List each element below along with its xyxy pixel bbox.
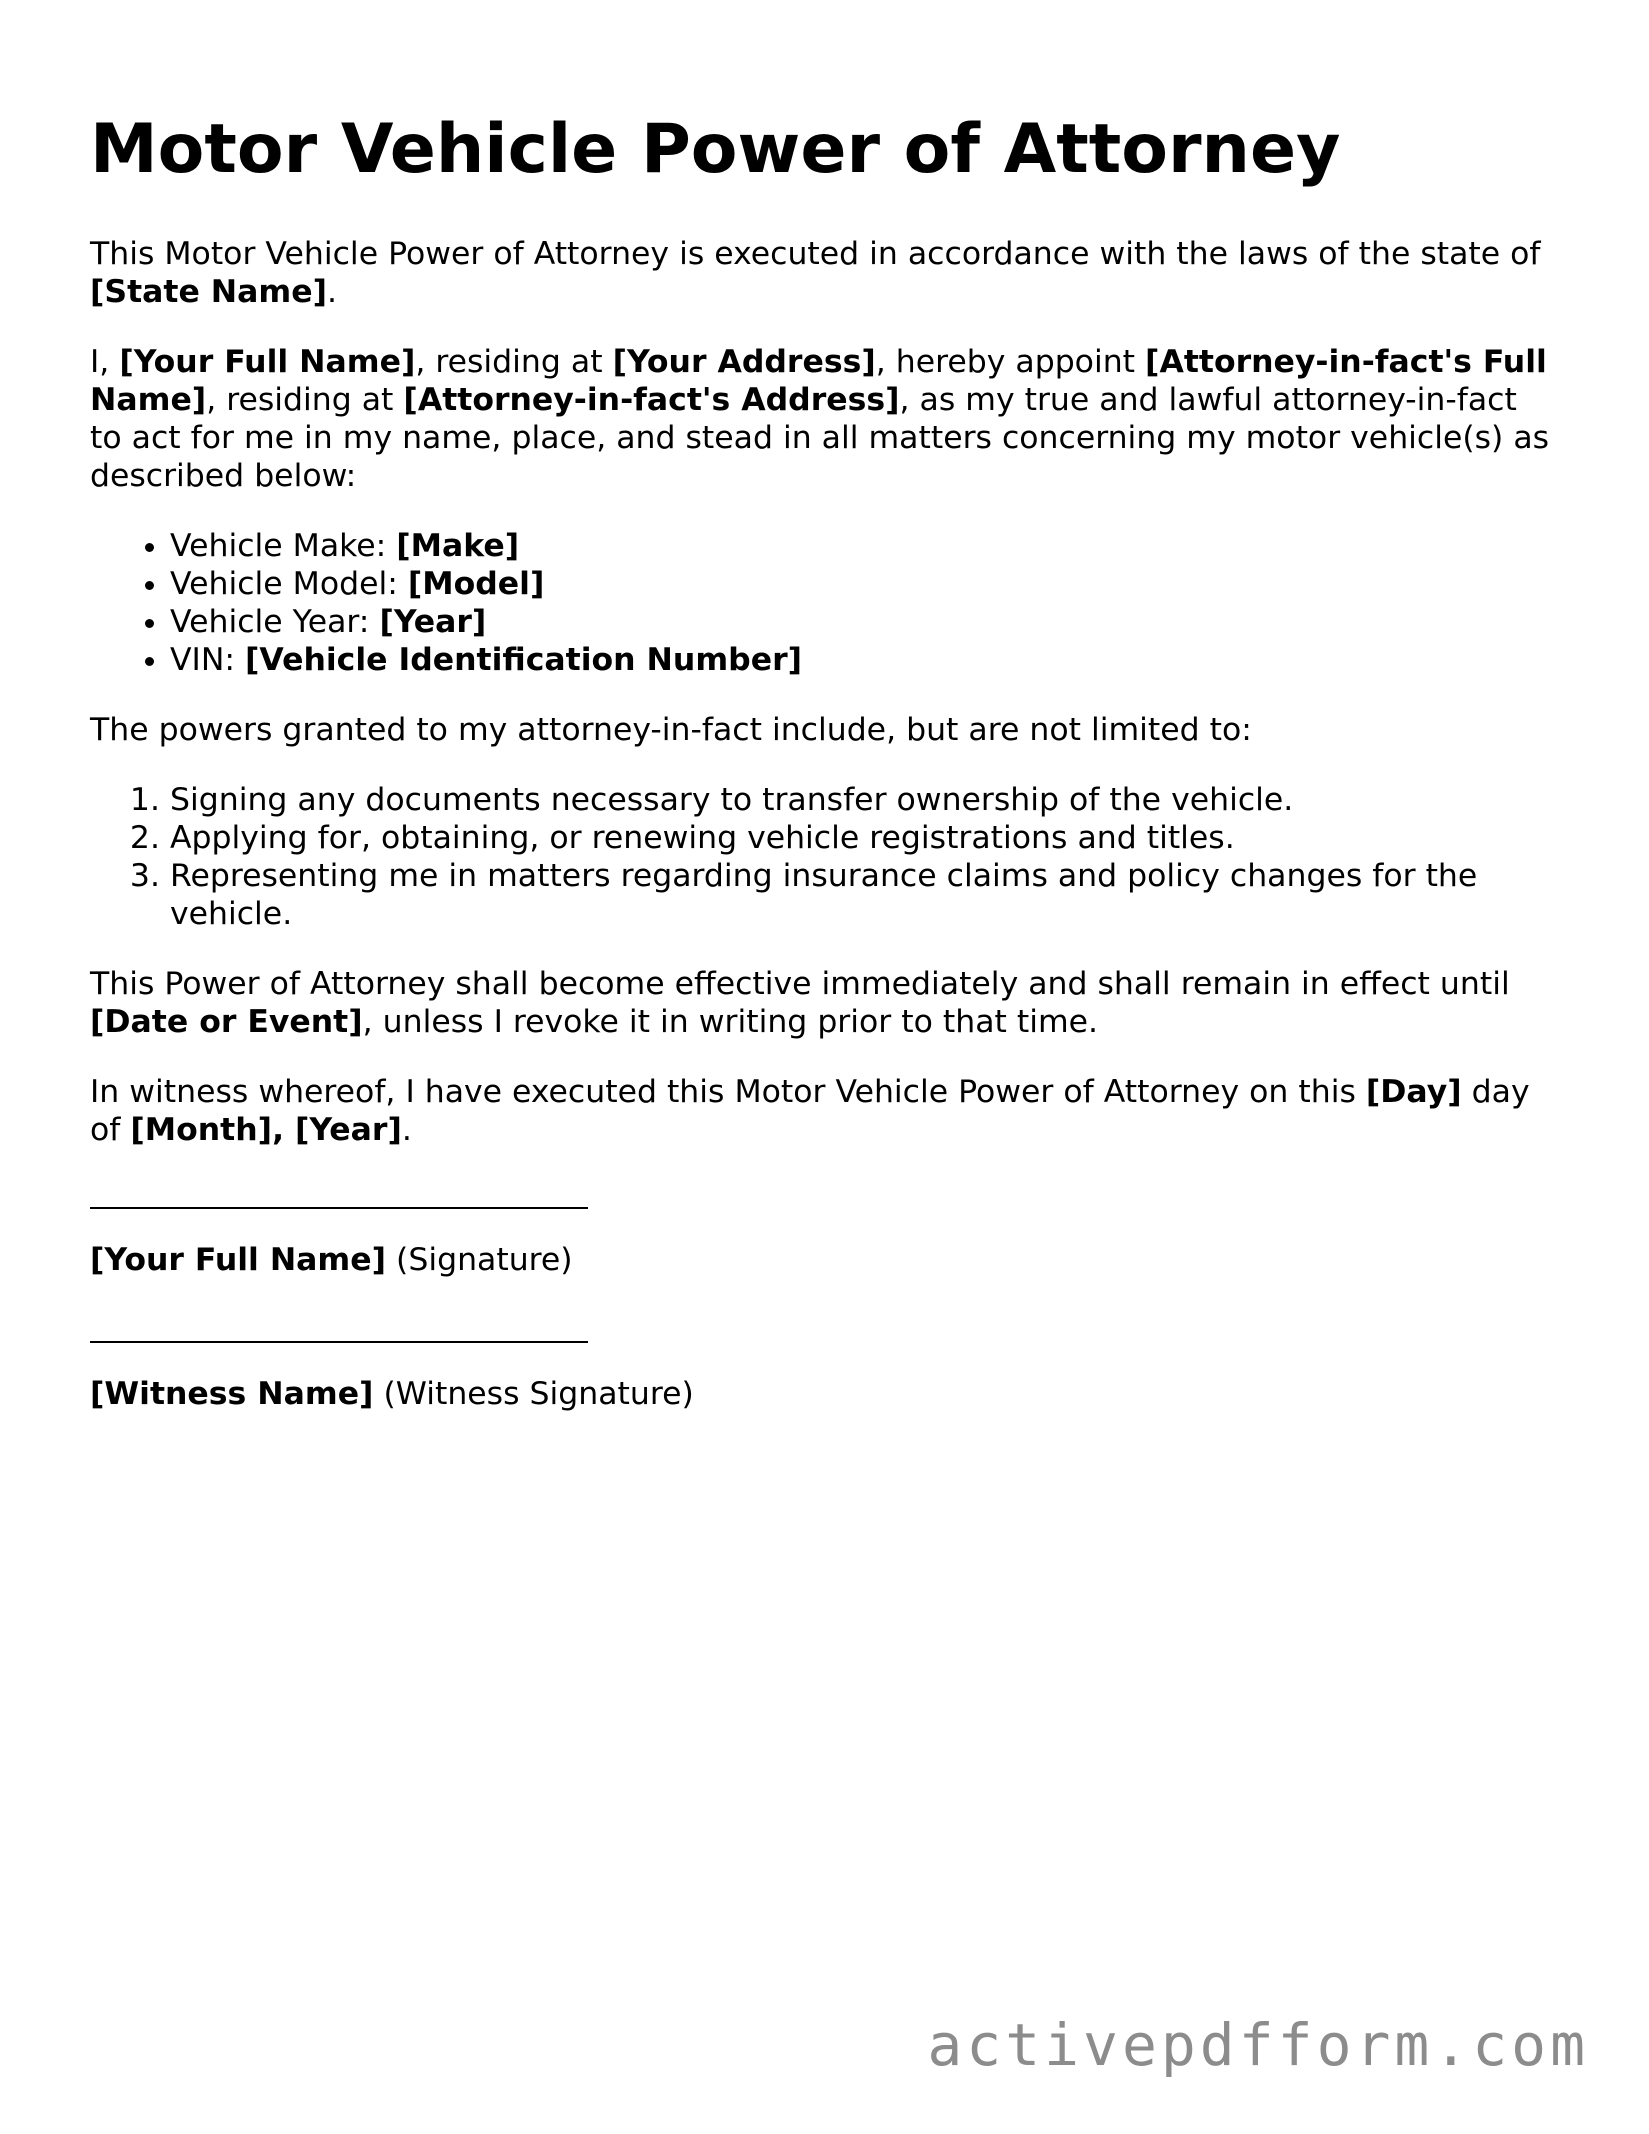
list-item-vehicle-model <box>170 565 1550 603</box>
vehicle-model-value: [Model] <box>407 566 545 602</box>
signature-caption <box>90 1241 1550 1279</box>
witness-signature-label: (Witness Signature) <box>373 1376 694 1412</box>
date-or-event-placeholder: [Date or Event] <box>90 1004 363 1040</box>
signature-line[interactable] <box>90 1207 588 1209</box>
your-full-name-placeholder: [Your Full Name] <box>119 344 416 380</box>
power-item-1: 1. Signing any documents necessary to transfer ownership of the vehicle. <box>170 781 1550 819</box>
intro-text: This Motor Vehicle Power of Attorney is executed in accordance with the laws of the state of <box>90 236 1541 272</box>
document-title: Motor Vehicle Power of Attorney <box>90 110 1341 189</box>
witness-clause-paragraph <box>90 1073 1550 1149</box>
vin-value: [Vehicle Identification Number] <box>245 642 803 678</box>
list-item-vehicle-year <box>170 603 1550 641</box>
witness-clause-mid: day of <box>90 1074 1530 1148</box>
watermark: activepdfform.com <box>927 2011 1589 2079</box>
document-body <box>90 235 1550 1413</box>
vehicle-model-label: Vehicle Model: <box>170 566 408 602</box>
witness-signature-caption <box>90 1375 1550 1413</box>
appointment-text-5: , as my true and lawful attorney-in-fact to act for me in my name, place, and stead in all matters concerning my motor vehicle(s) as described below: <box>90 382 1550 494</box>
appointment-paragraph <box>90 343 1550 495</box>
appointment-text-4: , residing at <box>206 382 404 418</box>
vin-label: VIN: <box>170 642 246 678</box>
intro-paragraph <box>90 235 1550 311</box>
state-name-placeholder: [State Name] <box>90 274 327 310</box>
list-item-vehicle-make <box>170 527 1550 565</box>
list-item-vin <box>170 641 1550 679</box>
powers-intro: The powers granted to my attorney-in-fact include, but are not limited to: <box>90 712 1252 748</box>
vehicle-year-value: [Year] <box>379 604 487 640</box>
powers-list <box>90 781 1550 933</box>
month-year-placeholder: [Month], [Year] <box>130 1112 402 1148</box>
power-item-2: 2. Applying for, obtaining, or renewing vehicle registrations and titles. <box>170 819 1550 857</box>
effective-paragraph <box>90 965 1550 1041</box>
power-item-3: 3. Representing me in matters regarding insurance claims and policy changes for the vehicle. <box>170 857 1550 933</box>
appointment-text-2: , residing at <box>415 344 613 380</box>
witness-clause-end: . <box>401 1112 412 1148</box>
attorney-full-name-placeholder: [Attorney-in-fact's Full Name] <box>90 344 1547 418</box>
your-address-placeholder: [Your Address] <box>612 344 876 380</box>
signer-name-placeholder: [Your Full Name] <box>90 1242 387 1278</box>
appointment-text-1: I, <box>90 344 120 380</box>
vehicle-year-label: Vehicle Year: <box>170 604 380 640</box>
witness-name-placeholder: [Witness Name] <box>90 1376 374 1412</box>
day-placeholder: [Day] <box>1365 1074 1462 1110</box>
effective-end: , unless I revoke it in writing prior to that time. <box>362 1004 1099 1040</box>
intro-end: . <box>327 274 338 310</box>
witness-signature-line[interactable] <box>90 1341 588 1343</box>
vehicle-details-list <box>90 527 1550 679</box>
signature-label: (Signature) <box>386 1242 573 1278</box>
appointment-text-3: , hereby appoint <box>875 344 1146 380</box>
effective-text: This Power of Attorney shall become effective immediately and shall remain in effect until <box>90 966 1510 1002</box>
attorney-address-placeholder: [Attorney-in-fact's Address] <box>403 382 900 418</box>
vehicle-make-value: [Make] <box>396 528 520 564</box>
witness-clause-text: In witness whereof, I have executed this Motor Vehicle Power of Attorney on this <box>90 1074 1366 1110</box>
vehicle-make-label: Vehicle Make: <box>170 528 397 564</box>
